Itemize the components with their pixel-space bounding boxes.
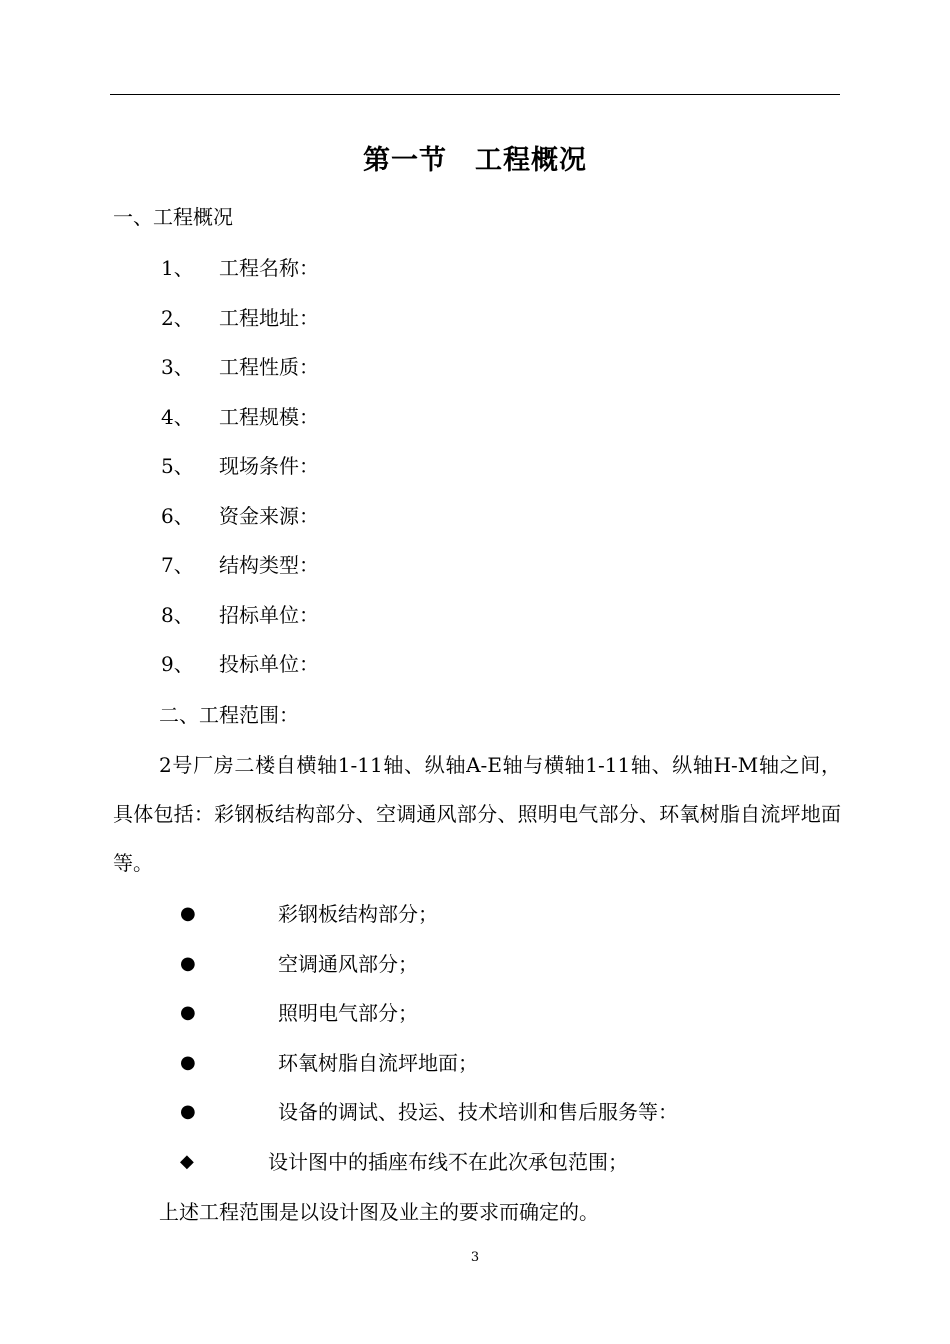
closing-sentence: 上述工程范围是以设计图及业主的要求而确定的。 [159, 1200, 599, 1224]
bullet-text: 设备的调试、投运、技术培训和售后服务等： [278, 1100, 678, 1124]
bullet-text: 照明电气部分； [278, 1001, 418, 1025]
diamond-icon: ◆ [180, 1151, 194, 1172]
item-number: 8、 [161, 603, 194, 627]
item-number: 7、 [161, 553, 194, 577]
item-label: 投标单位： [219, 652, 319, 676]
section-title: 第一节 工程概况 [363, 145, 587, 176]
header-rule [110, 94, 840, 95]
item-label: 工程规模： [219, 405, 319, 429]
item-number: 5、 [161, 454, 194, 478]
item-label: 工程性质： [219, 355, 319, 379]
item-number: 6、 [161, 504, 194, 528]
bullet-text: 设计图中的插座布线不在此次承包范围； [268, 1150, 628, 1174]
item-number: 1、 [161, 256, 194, 280]
item-label: 资金来源： [219, 504, 319, 528]
bullet-dot-icon: ● [180, 1101, 196, 1122]
heading-overview: 一、工程概况 [113, 205, 233, 229]
item-label: 工程地址： [219, 306, 319, 330]
item-label: 工程名称： [219, 256, 319, 280]
bullet-dot-icon: ● [180, 1052, 196, 1073]
item-label: 现场条件： [219, 454, 319, 478]
bullet-dot-icon: ● [180, 1002, 196, 1023]
heading-scope: 二、工程范围： [159, 703, 299, 727]
bullet-text: 环氧树脂自流坪地面； [278, 1051, 478, 1075]
scope-paragraph: 2号厂房二楼自横轴1-11轴、纵轴A-E轴与横轴1-11轴、纵轴H-M轴之间，具体包括：彩钢板结构部分、空调通风部分、照明电气部分、环氧树脂自流坪地面等。 [113, 753, 841, 875]
item-number: 3、 [161, 355, 194, 379]
item-number: 2、 [161, 306, 194, 330]
bullet-text: 空调通风部分； [278, 952, 418, 976]
item-number: 4、 [161, 405, 194, 429]
item-number: 9、 [161, 652, 194, 676]
bullet-dot-icon: ● [180, 903, 196, 924]
page-number: 3 [470, 1250, 480, 1265]
bullet-text: 彩钢板结构部分； [278, 902, 438, 926]
bullet-dot-icon: ● [180, 953, 196, 974]
item-label: 结构类型： [219, 553, 319, 577]
item-label: 招标单位： [219, 603, 319, 627]
